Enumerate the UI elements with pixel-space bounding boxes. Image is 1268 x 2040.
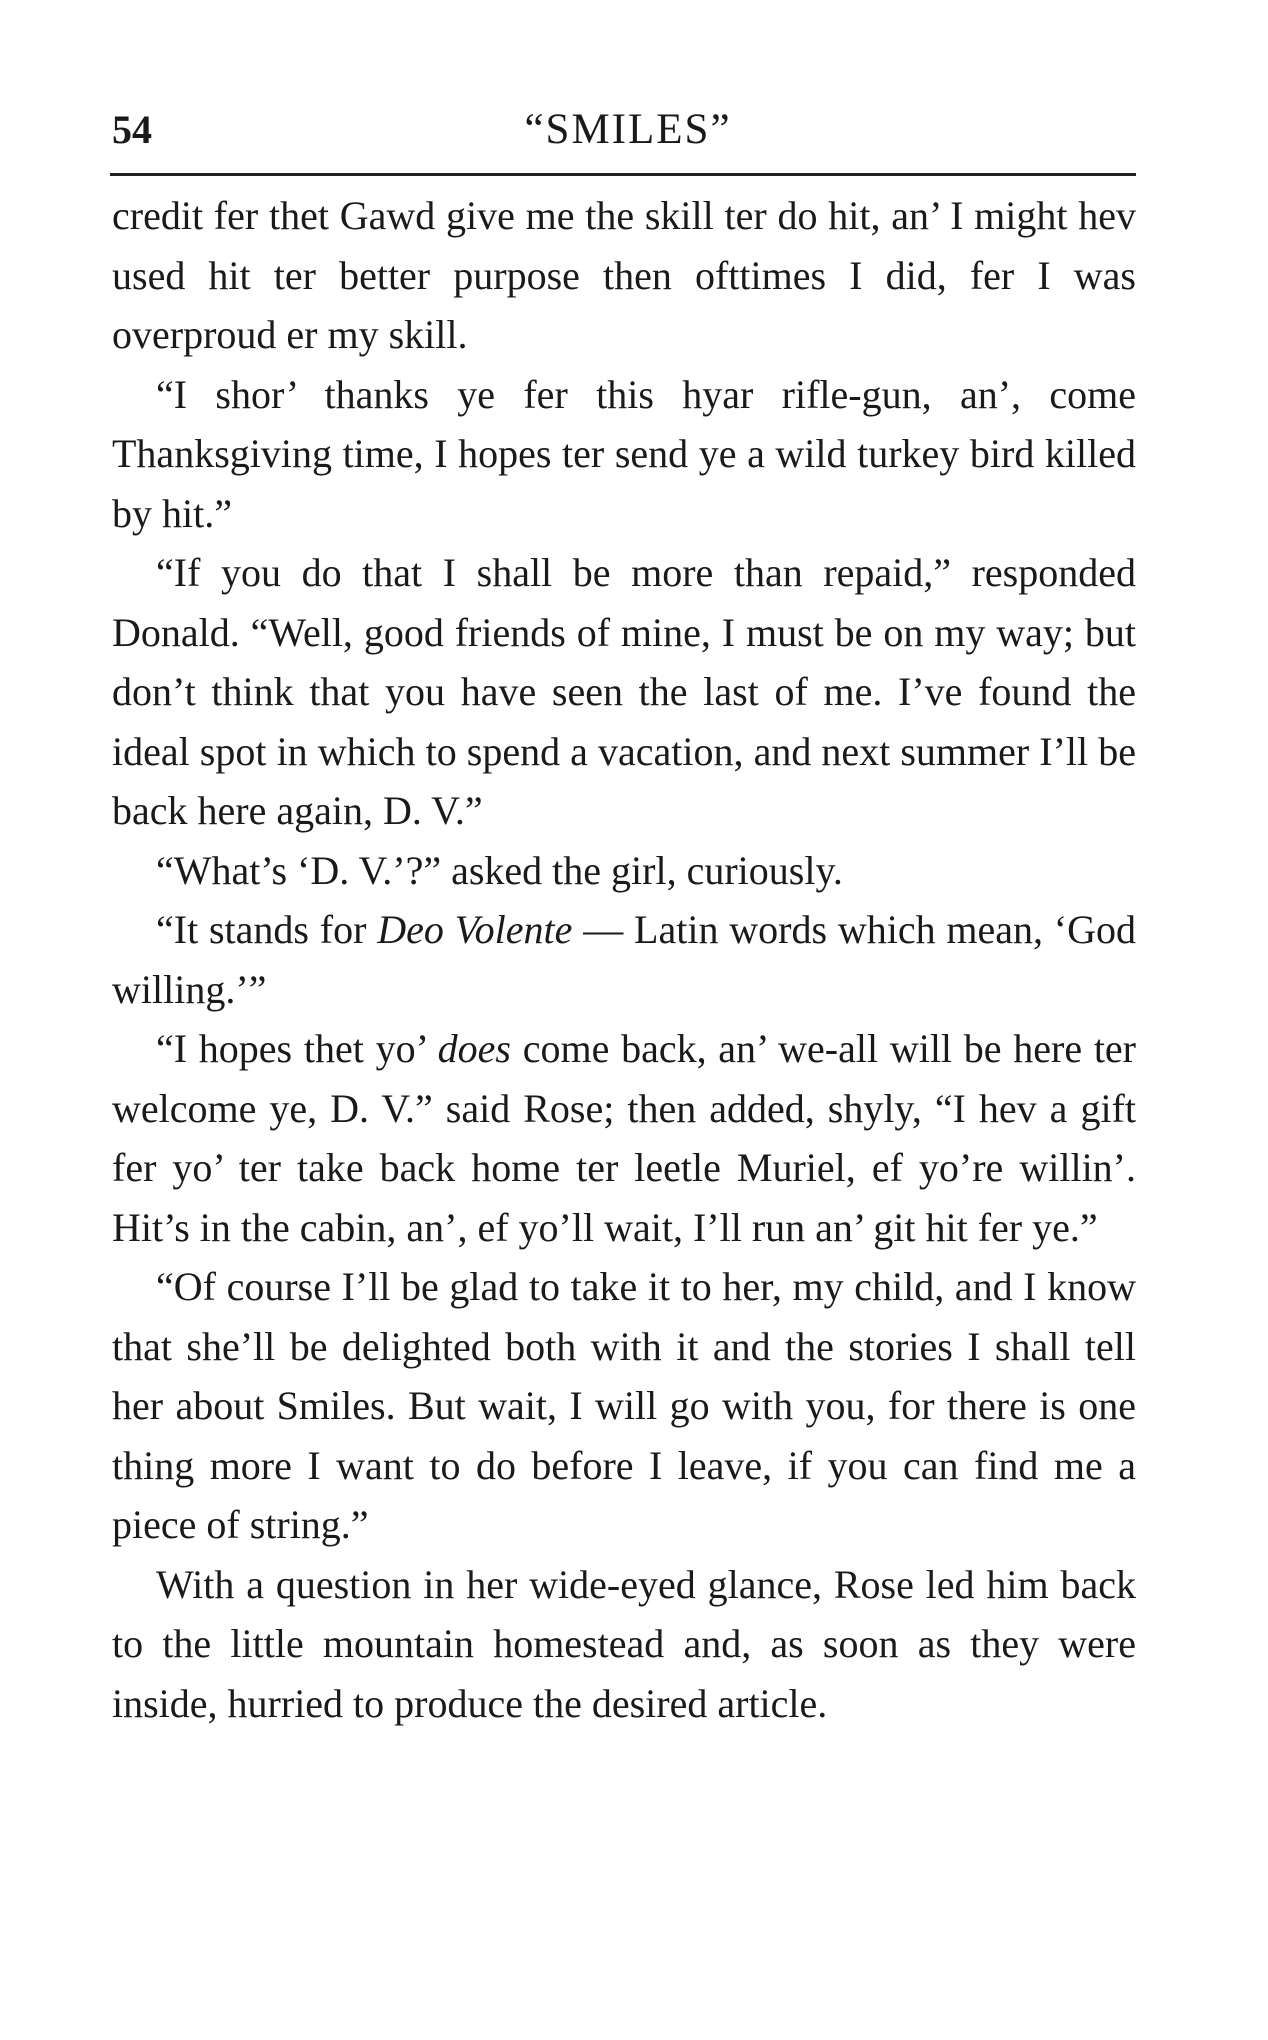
paragraph: “Of course I’ll be glad to take it to her, my child, and I know that she’ll be delighted both with it and the stories I shall tell her about Smiles. But wait, I will go with you, for there is one thing more I want to do before I leave, if you can find me a piece of string.”: [112, 1264, 1136, 1547]
italic-phrase: Deo Volente: [377, 907, 573, 952]
page-header: [112, 104, 1144, 156]
paragraph: “What’s ‘D. V.’?” asked the girl, curiously.: [156, 847, 843, 893]
paragraph-text: — Latin words which mean, ‘God willing.’”: [112, 907, 1137, 1012]
paragraph: [112, 1019, 1136, 1257]
paragraph: With a question in her wide-eyed glance, Rose led him back to the little mountain homestead and, as soon as they were inside, hurried to produce the desired article.: [112, 1561, 1136, 1726]
page-number: 54: [112, 107, 152, 152]
paragraph-text: “It stands for: [156, 907, 378, 952]
paragraph: “If you do that I shall be more than repaid,” responded Donald. “Well, good friends of mine, I must be on my way; but don’t think that you have seen the last of me. I’ve found the ideal spot in which to spend a vacation, and next summer I’ll be back here again, D. V.”: [112, 550, 1136, 833]
italic-word: does: [437, 1026, 511, 1071]
running-title: “SMILES”: [524, 106, 732, 153]
paragraph-text: “I hopes thet yo’: [156, 1026, 438, 1071]
paragraph: “I shor’ thanks ye fer this hyar rifle-gun, an’, come Thanksgiving time, I hopes ter send ye a wild turkey bird killed by hit.”: [112, 371, 1136, 536]
paragraph-text: come back, an’ we-all will be here ter welcome ye, D. V.” said Rose; then added, shyly, “I hev a gift fer yo’ ter take back home ter leetle Muriel, ef yo’re willin’. Hit’s in the cabin, an’, ef yo’ll wait, I’ll run an’ git hit fer ye.”: [112, 1026, 1136, 1250]
paragraph: credit fer thet Gawd give me the skill ter do hit, an’ I might hev used hit ter better purpose then ofttimes I did, fer I was overproud er my skill.: [112, 193, 1136, 357]
body-text: [112, 186, 1136, 1733]
paragraph: [112, 900, 1136, 1019]
header-rule: [110, 173, 1136, 176]
